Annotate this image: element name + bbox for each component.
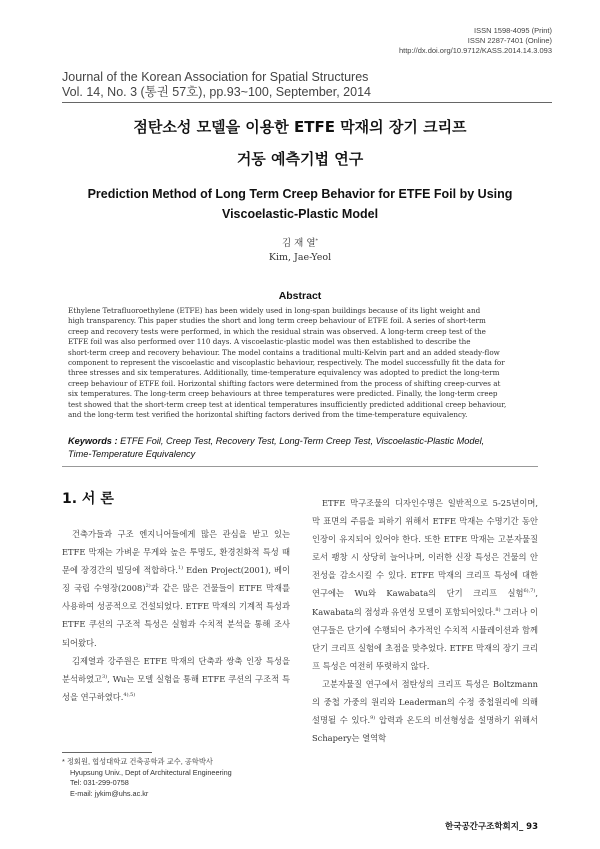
title-korean-line2: 거동 예측기법 연구 [236, 150, 364, 168]
abstract-line: high transparency. This paper studies the short and long term creep behaviour of ETFE foil. A series of short-term [68, 316, 486, 326]
abstract-line: Ethylene Tetrafluoroethylene (ETFE) has been widely used in long-span buildings because of its light weight and [68, 306, 481, 315]
abstract-line: component to represent the viscoelastic and viscoplastic behaviour, respectively. The model successfully fit the data for [68, 358, 505, 368]
abstract-line: test showed that the short-term creep test at identical temperatures insufficiently predicted additional creep behaviour, [68, 399, 507, 409]
journal-info [62, 70, 371, 100]
paragraph: 고분자물질 연구에서 점탄성의 크리프 특성은 Boltzmann의 중첩 가중의 원리와 Leaderman의 수정 중첩원리에 의해 설명될 수 있다.$^{9)}$ 압력과 온도의 비선형성을 설명하기 위해서 Schapery는 열역학 [312, 678, 538, 744]
citation-ref: 9) [370, 715, 376, 722]
citation-ref: 2) [145, 583, 151, 590]
keywords-line1: ETFE Foil, Creep Test, Recovery Test, Long-Term Creep Test, Viscoelastic-Plastic Model, [120, 436, 485, 446]
footnote-divider [62, 752, 152, 753]
footnote [62, 757, 232, 799]
abstract-line: short-term creep and recovery behaviour. The model contains a traditional multi-Kelvin part and an added steady-flow [68, 347, 500, 357]
issn-print: ISSN 1598-4095 (Print) [474, 26, 552, 35]
title-english-line1: Prediction Method of Long Term Creep Behavior for ETFE Foil by Using [87, 187, 513, 201]
footnote-phone: Tel: 031-299-0758 [70, 778, 129, 788]
keywords-line2: Time-Temperature Equivalency [68, 448, 196, 459]
citation-ref: 4),5) [123, 691, 136, 698]
author-korean: 김 재 열* [281, 238, 319, 249]
abstract-line: creep and recovery tests were performed, in which the residual strain was observed. A long-term creep test of the [68, 326, 486, 336]
keywords-label: Keywords : [68, 436, 118, 446]
issn-online: ISSN 2287-7401 (Online) [467, 36, 552, 45]
right-column [312, 494, 538, 747]
title-english-line2: Viscoelastic-Plastic Model [221, 207, 379, 221]
page-footer: 한국공간구조학회지_ 93 [445, 822, 538, 832]
abstract-line: ETFE foil was also performed over 110 days. A viscoelastic-plastic model was then established to describe the [68, 337, 471, 347]
paragraph: 건축가들과 구조 엔지니어들에게 많은 관심을 받고 있는 ETFE 막재는 가벼운 무게와 높은 투명도, 환경친화적 특성 때문에 장경간의 빌딩에 적합하다.$^{1)}$ Eden Project(2001), 베이징 국립 수영장$(2008)^{2)}$과 같은 많은 건물들이 ETFE 막재를 사용하여 성공적으로 건설되었다. ETFE 막재의 기계적 특성과 ETFE 쿠션의 구조적 특성은 실험과 수치적 분석을 통해 조사되어왔다. [62, 529, 291, 648]
doi-link[interactable]: http://dx.doi.org/10.9712/KASS.2014.14.3.093 [398, 46, 552, 55]
paragraph: 김제열과 강주원은 ETFE 막재의 단축과 쌍축 인장 특성을 분석하였고$^{3)}$, Wu는 모델 실험을 통해 ETFE 쿠션의 구조적 특성을 연구하였다.$^{4),5)}$ [62, 655, 290, 702]
journal-name: Journal of the Korean Association for Spatial Structures [62, 70, 369, 84]
abstract-line: six temperatures. The long-term creep behaviours at three temperatures were predicted. Finally, the long-term creep [68, 389, 498, 399]
title-korean-line1: 점탄소성 모델을 이용한 ETFE 막재의 장기 크리프 [133, 118, 467, 136]
abstract-text [68, 306, 532, 420]
keywords [68, 435, 532, 460]
abstract-line: three stresses and six temperatures. Additionally, time-temperature equivalency was adopted to predict the long-term [68, 368, 500, 378]
keywords-divider [62, 466, 538, 467]
left-column [62, 525, 290, 706]
citation-ref: 1) [177, 565, 184, 572]
citation-ref: 8) [495, 606, 501, 613]
paragraph: ETFE 막구조물의 디자인수명은 일반적으로 5-25년이며, 막 표면의 주름을 피하기 위해서 ETFE 막재는 수명기간 동안 인장이 유지되어 있어야 한다. 또한 ETFE 막재는 고분자물질로서 팽창 시 상당히 늘어나며, 이러한 신장 특성은 건물의 안전성을 감소시킬 수 있다. ETFE 막재의 크리프 특성에 대한 연구에는 Wu와 Kawabata의 단기 크리프 실험$^{6),7)}$, Kawabata의 점성과 유연성 모델이 포함되어있다.$^{8)}$ 그러나 이 연구들은 단기에 수행되어 추가적인 수치적 시뮬레이션과 함께 단기 크리프 실험에 초점을 맞추었다. ETFE 막재의 장기 크리프 특성은 여전히 뚜렷하지 않다. [312, 498, 538, 671]
footnote-email[interactable]: E-mail: jykim@uhs.ac.kr [70, 788, 149, 798]
abstract-line: and the long-term test verified the horizontal shifting factors derived from the time-temperature equivalency. [68, 410, 468, 420]
section-heading: 1. 서 론 [62, 491, 114, 507]
citation-ref: 6),7) [523, 588, 536, 595]
footnote-affiliation-ko: * 정회원, 협성대학교 건축공학과 교수, 공학박사 [62, 757, 213, 766]
citation-ref: 3) [102, 673, 108, 680]
issn-block [399, 26, 552, 56]
volume-line: Vol. 14, No. 3 (통권 57호), pp.93~100, September, 2014 [62, 85, 371, 99]
header-divider [62, 102, 552, 103]
author-english: Kim, Jae-Yeol [268, 252, 332, 263]
footnote-affiliation-en: Hyupsung Univ., Dept of Architectural Engineering [70, 767, 232, 777]
abstract-heading: Abstract [278, 290, 322, 302]
abstract-line: creep behaviour of ETFE foil. Horizontal shifting factors were determined from the process of shifting creep-curves at [68, 378, 501, 388]
author-marker: * [315, 238, 319, 244]
